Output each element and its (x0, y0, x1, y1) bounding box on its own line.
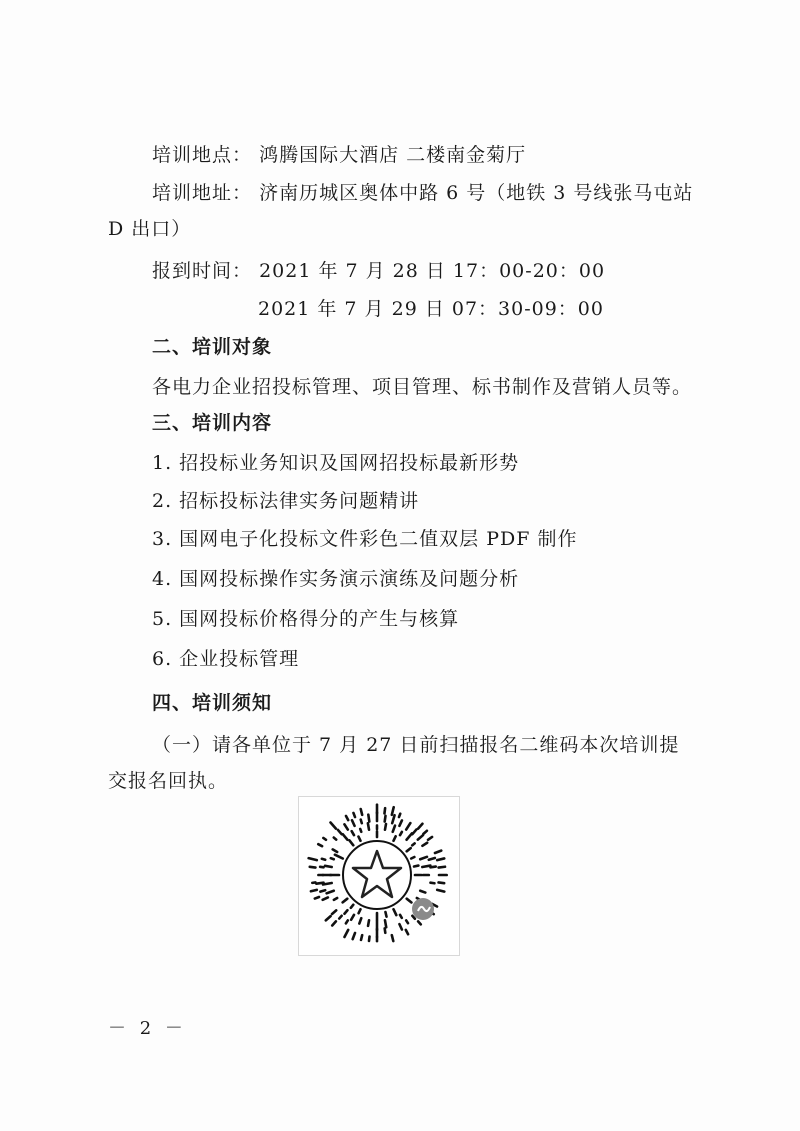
qr-ray (349, 840, 353, 845)
section-heading-notice: 四、培训须知 (152, 692, 273, 714)
qr-ray (435, 851, 441, 853)
qr-ray (346, 920, 348, 923)
qr-ray (439, 882, 445, 883)
qr-ray (318, 844, 322, 846)
content-item: 6. 企业投标管理 (152, 648, 300, 670)
qr-ray (412, 829, 416, 834)
qr-ray (311, 890, 317, 891)
qr-ray (392, 935, 393, 941)
qr-ray (439, 867, 445, 868)
qr-ray (315, 897, 319, 899)
qr-ray (369, 937, 370, 941)
qr-ray (430, 867, 435, 868)
qr-ray (334, 898, 337, 900)
registration-label: 报到时间： (152, 260, 253, 282)
qr-ray (323, 897, 328, 899)
qr-ray (412, 843, 414, 845)
registration-line (152, 258, 605, 284)
qr-ray (359, 909, 361, 913)
venue-value: 鸿腾国际大酒店 二楼南金菊厅 (259, 144, 527, 166)
qr-ray (368, 920, 369, 926)
qr-ray (423, 831, 426, 834)
qr-ray (358, 837, 360, 841)
qr-ray (343, 834, 348, 839)
qr-ray (393, 909, 396, 915)
address-value-line1: 济南历城区奥体中路 6 号（地铁 3 号线张马屯站 (259, 182, 694, 204)
trainees-body: 各电力企业招投标管理、项目管理、标书制作及营销人员等。 (152, 376, 693, 398)
address-line (152, 180, 693, 206)
qr-ray (392, 815, 394, 823)
registration-time-2: 2021 年 7 月 29 日 07：30-09：00 (258, 298, 604, 320)
qr-ray (430, 883, 434, 884)
venue-line (152, 142, 526, 168)
qr-ray (352, 820, 355, 826)
content-item: 3. 国网电子化投标文件彩色二值双层 PDF 制作 (152, 528, 578, 550)
qr-ray (412, 916, 415, 919)
qr-ray (360, 829, 361, 832)
qr-ray (392, 807, 394, 815)
qr-ray (418, 835, 423, 839)
qr-ray (399, 814, 400, 817)
section-heading-content: 三、培训内容 (152, 412, 273, 434)
qr-ray (407, 899, 412, 903)
qr-ray (406, 823, 410, 829)
qr-ray (323, 838, 326, 840)
qr-ray (414, 866, 418, 867)
qr-ray (422, 866, 430, 867)
qr-ray (406, 930, 408, 934)
qr-ray (310, 867, 316, 868)
qr-ray (332, 921, 336, 925)
qr-ray (335, 855, 343, 859)
qr-ray (428, 837, 432, 840)
qr-ray (437, 858, 444, 860)
qr-ray (422, 843, 427, 846)
qr-ray (327, 891, 334, 894)
qr-ray (320, 890, 325, 891)
qr-ray (361, 935, 362, 940)
qr-ray (368, 823, 369, 829)
qr-ray (400, 915, 402, 918)
qr-ray (420, 891, 425, 893)
qr-ray (393, 826, 395, 832)
qr-ray (406, 920, 408, 923)
qr-ray (339, 916, 341, 919)
address-label: 培训地址： (152, 182, 253, 204)
qr-ray (352, 831, 354, 835)
qr-ray (322, 859, 325, 860)
qr-ray (385, 928, 386, 932)
qr-ray (420, 857, 427, 859)
qr-ray (343, 899, 348, 903)
venue-label: 培训地点： (152, 144, 253, 166)
page-number: － 2 － (108, 1018, 187, 1039)
qr-ray (344, 910, 347, 914)
qr-ray (351, 915, 354, 920)
qr-ray (325, 866, 332, 867)
qr-ray (399, 924, 401, 929)
qr-ray (353, 813, 355, 817)
qr-ray (393, 836, 395, 840)
qr-ray (411, 857, 414, 859)
content-item: 5. 国网投标价格得分的产生与核算 (152, 608, 460, 630)
qr-ray (400, 832, 402, 835)
qr-ray (338, 830, 342, 834)
registration-time-1: 2021 年 7 月 28 日 17：00-20：00 (259, 260, 606, 282)
qr-ray (361, 809, 362, 815)
qr-ray (331, 858, 334, 859)
qr-ray (344, 930, 348, 937)
qr-ray (359, 918, 361, 923)
qr-ray (326, 916, 331, 920)
qr-ray (344, 824, 347, 829)
content-item: 4. 国网投标操作实务演示演练及问题分析 (152, 568, 520, 590)
registration-qr-code[interactable] (298, 796, 460, 956)
qr-ray (309, 858, 317, 860)
qr-ray (418, 921, 421, 924)
qr-ray (334, 838, 336, 840)
qr-ray (351, 905, 353, 908)
qr-ray (332, 910, 336, 914)
qr-ray (333, 849, 337, 852)
content-item: 2. 招标投标法律实务问题精讲 (152, 490, 420, 512)
qr-ray (437, 890, 444, 892)
qr-ray (368, 815, 369, 822)
mini-program-code-icon (299, 797, 459, 955)
qr-ray (384, 808, 385, 813)
section-heading-trainees: 二、培训对象 (152, 336, 273, 358)
qr-ray (346, 816, 348, 820)
qr-ray (331, 823, 336, 829)
qr-ray (385, 824, 386, 830)
content-item: 1. 招投标业务知识及国网招投标最新形势 (152, 452, 520, 474)
qr-ray (429, 858, 435, 860)
qr-ray (407, 848, 411, 851)
qr-ray (361, 820, 362, 824)
qr-ray (316, 883, 323, 884)
notice-line-2: 交报名回执。 (108, 770, 229, 792)
qr-ray (385, 912, 386, 917)
qr-ray (353, 933, 355, 939)
notice-line-1: （一）请各单位于 7 月 27 日前扫描报名二维码本次培训提 (152, 734, 680, 756)
qr-ray (418, 824, 422, 829)
address-value-line2: D 出口） (108, 218, 192, 240)
qr-ray (385, 920, 386, 927)
qr-ray (385, 816, 386, 822)
qr-ray (399, 820, 401, 825)
